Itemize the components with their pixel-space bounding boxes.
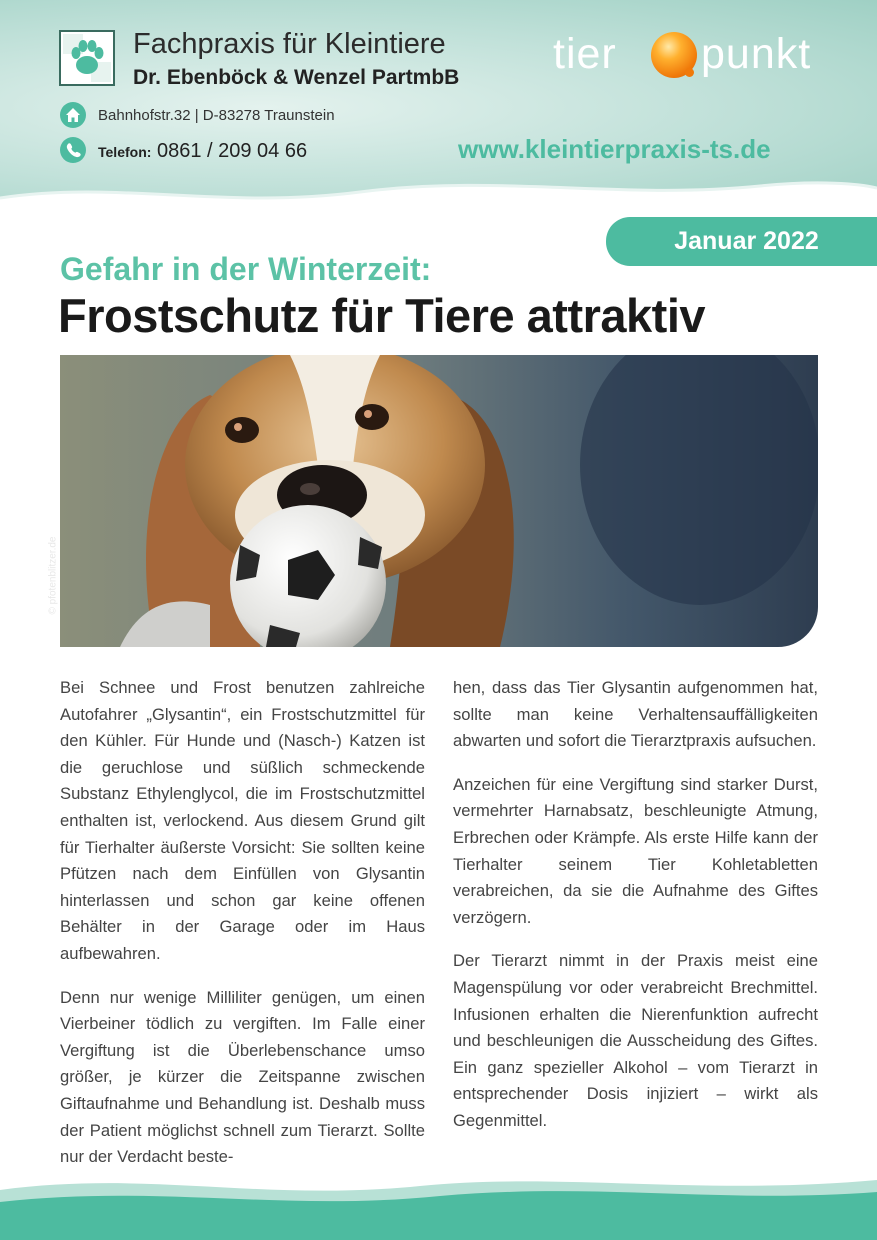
- brand-word-right: punkt: [701, 30, 812, 78]
- brand-dot: [685, 68, 694, 77]
- paragraph: Anzeichen für eine Vergiftung sind starker Durst, vermehrter Harnabsatz, beschleunigte Atmung, Erbrechen oder Krämpfe. Als erste Hilfe kann der Tierhalter seinem Tier Kohletabletten verabreichen, da sie die Aufnahme des Giftes verzögern.: [453, 774, 818, 927]
- issue-date-tab: Januar 2022: [606, 217, 877, 266]
- photo-credit: © pfotenblitzer.de: [47, 536, 59, 615]
- website-link[interactable]: www.kleintierpraxis-ts.de: [458, 134, 771, 164]
- brand-logo: [553, 26, 823, 86]
- article-kicker: Gefahr in der Winterzeit:: [60, 251, 432, 287]
- brand-word-left: tier: [553, 30, 617, 78]
- practice-name: Fachpraxis für Kleintiere: [133, 28, 446, 60]
- phone-icon: [60, 137, 86, 163]
- paragraph: Denn nur wenige Milliliter genügen, um einen Vierbeiner tödlich zu vergiften. Im Falle einer Vergiftung ist die Überlebenschance umso größer, je kürzer die Zeitspanne zwischen Giftaufnahme und Behandlung ist. Deshalb muss der Patient möglichst schnell zum Tierarzt. Sollte nur der Verdacht beste-: [60, 987, 425, 1167]
- paragraph: hen, dass das Tier Glysantin aufgenommen hat, sollte man keine Verhaltensauffälligkeiten abwarten und sofort die Tierarztpraxis aufsuchen.: [453, 678, 818, 751]
- phone-line: [98, 140, 307, 163]
- paw-cross-icon: [61, 32, 113, 84]
- phone-label: Telefon:: [98, 144, 152, 160]
- house-icon: [60, 102, 86, 128]
- phone-number[interactable]: 0861 / 209 04 66: [156, 140, 308, 162]
- footer-wave: [0, 1160, 877, 1240]
- address: Bahnhofstr.32 | D-83278 Traunstein: [98, 107, 335, 124]
- article-column-left: [60, 675, 425, 1188]
- article-headline: Frostschutz für Tiere attraktiv: [58, 289, 706, 342]
- article-column-right: [453, 675, 818, 1152]
- practice-owners: Dr. Ebenböck & Wenzel PartmbB: [133, 66, 460, 89]
- paragraph: Der Tierarzt nimmt in der Praxis meist eine Magenspülung vor oder verabreicht Brechmittel. Infusionen erhalten die Nierenfunktion aufrecht und beschleunigen die Ausscheidung des Giftes. Ein ganz spezieller Alkohol – vom Tierarzt in entsprechender Dosis injiziert – wirkt als Gegenmittel.: [453, 951, 818, 1130]
- paragraph: Bei Schnee und Frost benutzen zahlreiche Autofahrer „Glysantin“, ein Frostschutzmittel für den Kühler. Für Hunde und (Nasch-) Katzen ist die geruchlose und süßlich schmeckende Substanz Ethylenglycol, die im Frostschutzmittel enthalten ist, verlockend. Aus diesem Grund gilt für Tierhalter äußerste Vorsicht: Sie sollten keine Pfützen nach dem Einfüllen von Glysantin hinterlassen und schon gar keine offenen Behälter in der Garage oder im Haus aufbewahren.: [60, 678, 425, 963]
- practice-logo: [59, 30, 115, 86]
